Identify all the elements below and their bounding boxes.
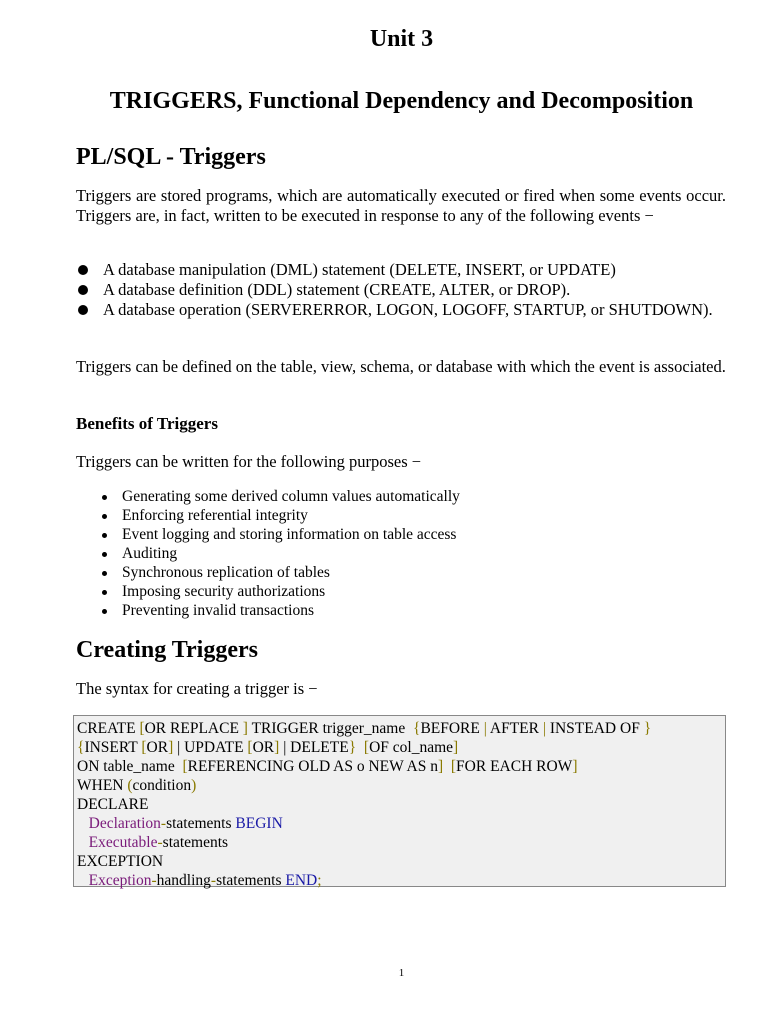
list-item: Imposing security authorizations (100, 582, 720, 601)
code-line: Declaration-statements BEGIN (88, 815, 283, 832)
section-heading-plsql-triggers: PL/SQL - Triggers (76, 144, 266, 170)
code-line: DECLARE (77, 796, 149, 813)
code-line: ON table_name [REFERENCING OLD AS o NEW AS n] [FOR EACH ROW] (77, 758, 578, 775)
list-item: Synchronous replication of tables (100, 563, 720, 582)
list-item: Enforcing referential integrity (100, 506, 720, 525)
bullet-icon (102, 514, 107, 519)
benefits-list (100, 487, 720, 620)
code-line: Executable-statements (88, 834, 229, 851)
bullet-icon (102, 571, 107, 576)
list-item: Auditing (100, 544, 720, 563)
bullet-icon (78, 265, 88, 275)
list-item: A database operation (SERVERERROR, LOGON, LOGOFF, STARTUP, or SHUTDOWN). (76, 300, 726, 320)
subsection-heading-benefits: Benefits of Triggers (76, 414, 218, 433)
code-line: WHEN (condition) (77, 777, 197, 794)
trigger-events-list (76, 260, 726, 320)
section-heading-creating-triggers: Creating Triggers (76, 637, 258, 663)
list-item: Generating some derived column values automatically (100, 487, 720, 506)
bullet-icon (78, 305, 88, 315)
intro-paragraph: Triggers are stored programs, which are automatically executed or fired when some events occur. Triggers are, in fact, written to be executed in response to any of the following events − (76, 186, 726, 225)
code-line: {INSERT [OR] | UPDATE [OR] | DELETE} [OF col_name] (77, 739, 459, 756)
code-line: CREATE [OR REPLACE ] TRIGGER trigger_name {BEFORE | AFTER | INSTEAD OF } (77, 720, 652, 737)
bullet-icon (102, 609, 107, 614)
code-block (73, 715, 726, 887)
scope-paragraph: Triggers can be defined on the table, view, schema, or database with which the event is associated. (76, 357, 726, 376)
page-number: 1 (398, 967, 405, 979)
bullet-icon (102, 495, 107, 500)
bullet-icon (78, 285, 88, 295)
list-item: A database definition (DDL) statement (CREATE, ALTER, or DROP). (76, 280, 726, 300)
bullet-icon (102, 552, 107, 557)
bullet-icon (102, 533, 107, 538)
bullet-icon (102, 590, 107, 595)
list-item: A database manipulation (DML) statement (DELETE, INSERT, or UPDATE) (76, 260, 726, 280)
list-item: Preventing invalid transactions (100, 601, 720, 620)
code-line: Exception-handling-statements END; (88, 872, 322, 889)
code-line: EXCEPTION (77, 853, 164, 870)
unit-title: Unit 3 (369, 26, 434, 52)
document-title: TRIGGERS, Functional Dependency and Decomposition (109, 88, 694, 114)
syntax-intro: The syntax for creating a trigger is − (76, 679, 318, 698)
list-item: Event logging and storing information on table access (100, 525, 720, 544)
benefits-intro: Triggers can be written for the following purposes − (76, 452, 422, 471)
